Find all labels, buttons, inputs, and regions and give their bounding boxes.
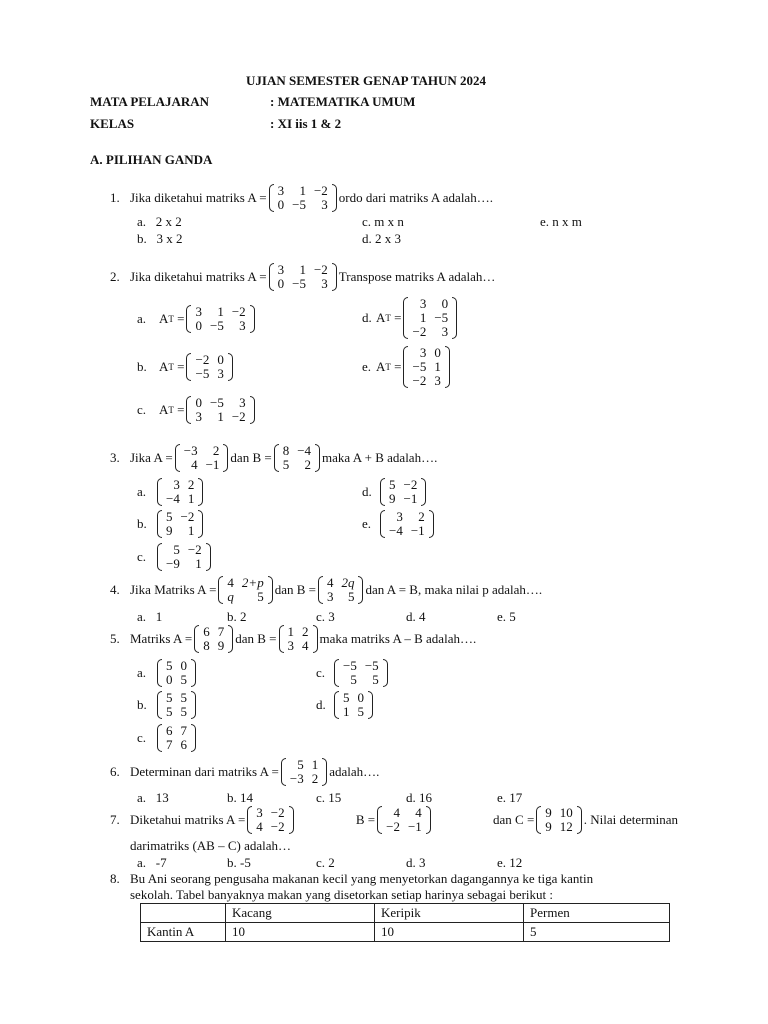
right-bracket [206,543,211,571]
matrix-entry: 0 [434,345,441,360]
table-cell: 10 [226,923,375,942]
matrix-entry: 2 [304,457,312,472]
matrix-entry: −2 [187,542,202,557]
matrix [269,184,337,212]
right-bracket [332,263,337,291]
table-cell: 10 [375,923,524,942]
matrix-a [247,806,293,834]
question-number: 3. [110,450,120,465]
matrix-entry: 3 [256,805,263,820]
matrix-entry: 2 [311,771,319,786]
option-b[interactable]: b. 5 5 5 5 [137,691,198,719]
matrix-entry: 0 [195,318,202,333]
matrix-entry: −5 [209,395,224,410]
matrix-entry: −2 [403,477,418,492]
matrix-entry: 2+p [241,575,264,590]
matrix [157,510,203,538]
option-e[interactable]: e. 5 [497,609,516,624]
right-bracket [289,806,294,834]
matrix-entry: −2 [412,373,427,388]
matrix [380,478,426,506]
table-header-cell: Kacang [226,904,375,923]
question-text: dan B = [230,450,272,465]
matrix-entry: −4 [297,443,312,458]
matrix-entry: 3 [239,395,246,410]
question-text: . Nilai determinan [583,812,678,827]
option-a[interactable]: a. 2 x 2 [137,214,182,229]
matrix-entry: 1 [343,704,350,719]
right-bracket [198,510,203,538]
matrix-entry: 3 [277,262,285,277]
matrix-entry: 4 [256,819,263,834]
matrix-a [175,444,229,472]
matrix-entry: −1 [403,491,418,506]
matrix-entry: 5 [166,690,173,705]
right-bracket [368,691,373,719]
right-bracket [315,444,320,472]
matrix [281,758,327,786]
matrix-entry: 0 [357,690,364,705]
question-text: Diketahui matriks A = [130,812,246,827]
matrix-entry: −2 [313,183,328,198]
option-d[interactable]: d. 5 0 1 5 [316,691,375,719]
matrix [334,691,373,719]
right-bracket [223,444,228,472]
question-5 [110,625,476,653]
matrix-entry: 5 [282,457,290,472]
matrix [157,691,196,719]
matrix-entry: 3 [321,197,328,212]
matrix-entry: 3 [441,324,449,339]
option-b[interactable]: b. 5 −2 9 1 [137,510,205,538]
question-6 [110,758,379,786]
matrix-entry: 3 [217,366,224,381]
matrix-entry: −3 [289,771,304,786]
matrix-entry: 7 [180,723,187,738]
matrix-entry: 2 [212,443,220,458]
matrix-entry: −5 [292,276,306,291]
matrix-entry: −4 [166,491,180,506]
matrix-entry: 12 [559,819,573,834]
question-text: ordo dari matriks A adalah…. [338,190,493,205]
matrix-entry: 4 [415,805,422,820]
question-text: maka A + B adalah…. [322,450,438,465]
question-text: maka matriks A – B adalah…. [319,631,477,646]
matrix-entry: 1 [187,523,195,538]
matrix-entry: 4 [302,638,309,653]
table-cell: Kantin A [141,923,226,942]
right-bracket [383,659,388,687]
matrix-entry: 3 [195,409,202,424]
option-e[interactable]: e. 17 [497,790,523,805]
question-text: Transpose matriks A adalah… [338,269,496,284]
option-a[interactable]: a. -7 [137,855,167,870]
matrix-entry: 0 [217,352,224,367]
question-text: dan B = [274,582,316,597]
option-a[interactable]: a. 13 [137,790,169,805]
question-text: dan C = [493,812,535,827]
option-b[interactable]: b. 14 [227,790,253,805]
matrix-entry: 5 [180,704,187,719]
option-c-alt[interactable]: c. −5 −5 5 5 [316,659,390,687]
matrix-c [536,806,582,834]
matrix-entry: 0 [441,296,449,311]
option-d[interactable]: d. A T = 3 0 1 −5 −2 3 [362,297,459,339]
matrix-entry: 5 [180,690,187,705]
question-number: 7. [110,812,120,827]
matrix-entry: −2 [313,262,328,277]
question-text: Determinan dari matriks A = [130,764,279,779]
question-text: sekolah. Tabel banyaknya makan yang disetorkan setiap harinya sebagai berikut : [130,887,554,902]
matrix-entry: 4 [191,457,198,472]
matrix-entry: 3 [195,304,202,319]
matrix-entry: 1 [299,262,306,277]
question-2 [110,263,495,291]
section-heading: A. PILIHAN GANDA [90,152,213,167]
matrix-entry: 3 [239,318,246,333]
question-number: 1. [110,190,120,205]
option-a[interactable]: a. 5 0 0 5 [137,659,198,687]
matrix [157,543,211,571]
matrix-entry: 1 [217,409,224,424]
option-a[interactable]: a. A T = 3 1 −2 0 −5 3 [137,305,257,333]
right-bracket [250,305,255,333]
matrix-entry: 3 [277,183,285,198]
question-1 [110,184,493,212]
question-7 [110,806,678,834]
matrix-b [274,444,320,472]
matrix-entry: 5 [166,704,173,719]
option-d[interactable]: d. 16 [406,790,432,805]
matrix-a [194,625,233,653]
question-text: Matriks A = [130,631,193,646]
table-cell: 5 [524,923,670,942]
question-text: adalah…. [329,764,380,779]
right-bracket [429,510,434,538]
matrix-entry: −5 [195,366,210,381]
question-text: Jika Matriks A = [130,582,217,597]
right-bracket [332,184,337,212]
matrix-entry: 5 [166,658,173,673]
matrix-b [318,576,364,604]
question-4 [110,576,542,604]
matrix-entry: 10 [559,805,573,820]
option-d[interactable]: d. 5 −2 9 −1 [362,478,428,506]
matrix [157,659,196,687]
question-text: darimatriks (AB – C) adalah… [130,838,292,853]
question-text: Jika diketahui matriks A = [130,269,267,284]
matrix-entry: −9 [166,556,180,571]
right-bracket [250,396,255,424]
matrix-entry: 4 [227,575,234,590]
matrix-entry: 3 [287,638,295,653]
matrix-entry: −2 [231,409,246,424]
class-label: KELAS [90,116,135,131]
data-table [140,903,670,942]
question-number: 2. [110,269,120,284]
question-3 [110,444,437,472]
option-c[interactable]: c. 6 7 7 6 [137,724,198,752]
matrix-entry: 6 [203,624,210,639]
matrix-entry: 8 [203,638,210,653]
matrix-entry: −5 [343,658,357,673]
question-text: dan A = B, maka nilai p adalah…. [365,582,543,597]
matrix-entry: 6 [180,737,187,752]
matrix-a [218,576,272,604]
table-header-row [141,904,670,923]
option-d[interactable]: d. 3 [406,855,426,870]
matrix-entry: −1 [205,457,220,472]
option-b[interactable]: b. 2 [227,609,247,624]
matrix-entry: 0 [180,658,187,673]
matrix-entry: 4 [393,805,400,820]
question-text: Bu Ani seorang pengusaha makanan kecil yang menyetorkan dagangannya ke tiga kantin [130,871,594,886]
option-b[interactable]: b. -5 [227,855,251,870]
matrix-entry: −5 [412,359,427,374]
option-d[interactable]: d. 2 x 3 [362,231,401,246]
right-bracket [228,625,233,653]
matrix [403,346,449,388]
option-e[interactable]: e. 12 [497,855,523,870]
matrix-entry: 7 [217,624,225,639]
matrix-entry: 2 [187,477,195,492]
table-header-cell: Permen [524,904,670,923]
matrix-entry: 5 [257,589,264,604]
matrix-entry: 5 [357,704,364,719]
matrix-entry: −5 [292,197,306,212]
right-bracket [322,758,327,786]
matrix-entry: 5 [166,509,173,524]
matrix-entry: −2 [195,352,210,367]
matrix-entry: −2 [386,819,400,834]
question-text: dan B = [235,631,277,646]
right-bracket [228,353,233,381]
matrix-entry: 1 [311,757,319,772]
matrix-entry: 3 [434,373,441,388]
right-bracket [191,724,196,752]
option-b[interactable]: b. A T = −2 0 −5 3 [137,353,235,381]
right-bracket [421,478,426,506]
matrix-entry: 5 [389,477,396,492]
matrix-entry: 7 [166,737,173,752]
matrix-entry: 9 [217,638,225,653]
right-bracket [426,806,431,834]
matrix-entry: −2 [231,304,246,319]
right-bracket [268,576,273,604]
option-c[interactable]: c. m x n [362,214,404,229]
matrix-entry: 1 [419,310,427,325]
matrix-entry: −2 [180,509,195,524]
matrix-entry: −3 [183,443,198,458]
matrix-entry: 1 [434,359,441,374]
matrix-entry: 1 [217,304,224,319]
matrix [269,263,337,291]
question-number: 5. [110,631,120,646]
matrix-entry: 0 [195,395,202,410]
matrix-entry: 5 [372,672,379,687]
matrix [157,478,203,506]
matrix-entry: 2 [418,509,425,524]
matrix-entry: 1 [195,556,202,571]
matrix-entry: 8 [282,443,290,458]
matrix-entry: 3 [173,477,180,492]
option-d[interactable]: d. 4 [406,609,426,624]
matrix [157,724,196,752]
option-b[interactable]: b. 3 x 2 [137,231,183,246]
matrix-entry: −4 [389,523,403,538]
right-bracket [191,659,196,687]
matrix-entry: 1 [287,624,295,639]
option-c[interactable]: c. 2 [316,855,335,870]
matrix-entry: 5 [180,672,187,687]
question-number: 6. [110,764,120,779]
matrix-entry: 3 [326,589,334,604]
matrix [403,297,457,339]
matrix-entry: 5 [173,542,180,557]
option-a[interactable]: a. 1 [137,609,163,624]
class-value: : XI iis 1 & 2 [270,116,342,131]
matrix-entry: 4 [326,575,334,590]
right-bracket [445,346,450,388]
option-c[interactable]: c. 5 −2 −9 1 [137,543,213,571]
table-header-cell [141,904,226,923]
matrix-entry: 5 [297,757,304,772]
matrix-entry: 1 [187,491,195,506]
matrix [334,659,388,687]
option-c[interactable]: c. 15 [316,790,342,805]
matrix-entry: 3 [419,345,427,360]
matrix-entry: 9 [389,491,396,506]
matrix-b [377,806,431,834]
matrix-entry: −1 [410,523,425,538]
matrix [380,510,434,538]
right-bracket [313,625,318,653]
matrix [186,353,232,381]
matrix-entry: −2 [412,324,427,339]
right-bracket [577,806,582,834]
matrix-entry: −1 [407,819,422,834]
matrix-entry: 2q [341,575,355,590]
matrix-entry: 9 [545,819,552,834]
matrix-entry: −5 [434,310,449,325]
right-bracket [198,478,203,506]
matrix-entry: 9 [166,523,173,538]
matrix-entry: 6 [166,723,173,738]
question-number: 4. [110,582,120,597]
table-row [141,923,670,942]
matrix-entry: 9 [545,805,552,820]
question-8 [110,871,593,887]
subject-label: MATA PELAJARAN [90,94,210,109]
matrix-entry: q [227,589,234,604]
matrix-entry: 3 [419,296,427,311]
matrix-entry: 3 [321,276,328,291]
matrix-entry: 0 [277,197,285,212]
option-e[interactable]: e. n x m [540,214,582,229]
right-bracket [358,576,363,604]
question-text: Jika diketahui matriks A = [130,190,267,205]
question-text: B = [355,812,376,827]
matrix [186,396,254,424]
right-bracket [452,297,457,339]
option-e[interactable]: e. 3 2 −4 −1 [362,510,436,538]
matrix-b [279,625,318,653]
matrix-entry: 2 [302,624,309,639]
matrix-entry: −5 [209,318,224,333]
matrix-entry: 0 [277,276,285,291]
question-number: 8. [110,871,120,886]
exam-title: UJIAN SEMESTER GENAP TAHUN 2024 [246,73,487,88]
matrix-entry: 5 [350,672,357,687]
matrix-entry: −2 [270,819,285,834]
matrix-entry: −2 [270,805,285,820]
matrix-entry: 5 [347,589,355,604]
table-header-cell: Keripik [375,904,524,923]
option-e[interactable]: e. A T = 3 0 −5 1 −2 3 [362,346,452,388]
option-c[interactable]: c. 3 [316,609,335,624]
question-text: Jika A = [130,450,173,465]
option-c[interactable]: c. A T = 0 −5 3 3 1 −2 [137,396,257,424]
right-bracket [191,691,196,719]
matrix-entry: −5 [364,658,379,673]
matrix-entry: 5 [343,690,350,705]
matrix [186,305,254,333]
option-a[interactable]: a. 3 2 −4 1 [137,478,205,506]
matrix-entry: 0 [166,672,173,687]
matrix-entry: 1 [299,183,306,198]
matrix-entry: 3 [396,509,403,524]
subject-value: : MATEMATIKA UMUM [270,94,416,109]
